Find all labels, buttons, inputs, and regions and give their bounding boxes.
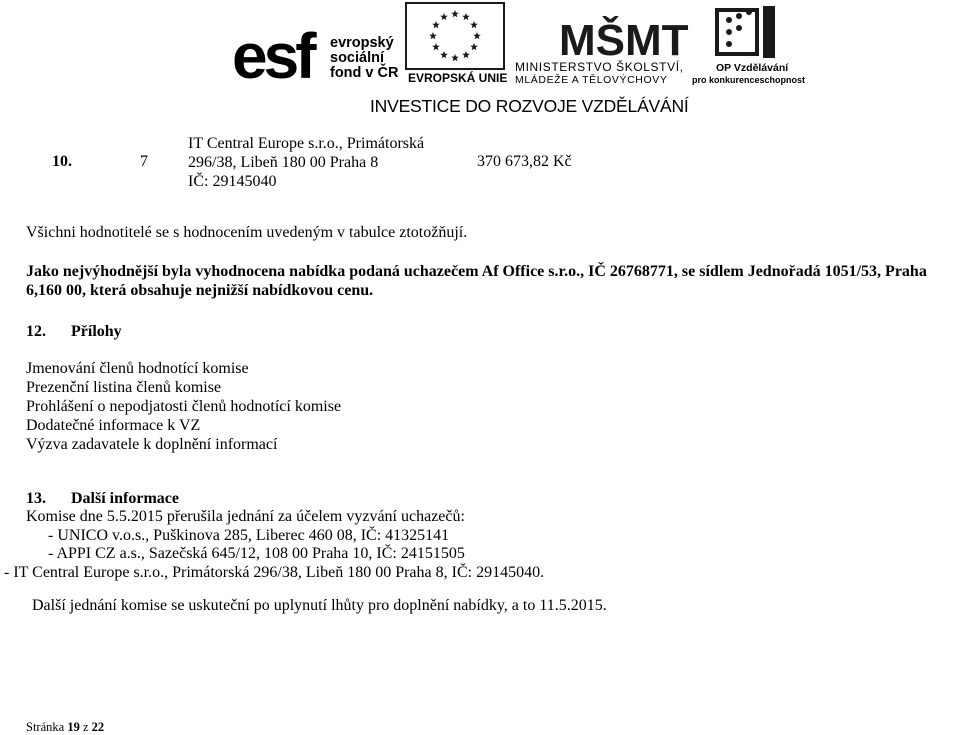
- op-line2: pro konkurenceschopnost: [692, 75, 806, 85]
- attachment-item: Prezenční listina členů komise: [26, 379, 222, 396]
- bidder-item: - UNICO v.o.s., Puškinova 285, Liberec 460 08, IČ: 41325141: [48, 527, 450, 544]
- bidder-item: - APPI CZ a.s., Sazečská 645/12, 108 00 Praha 10, IČ: 24151505: [48, 545, 465, 562]
- esf-line2: sociální: [330, 50, 384, 66]
- op-line1: OP Vzdělávání: [716, 62, 789, 74]
- msmt-mark-icon: [559, 3, 689, 65]
- investment-tagline: INVESTICE DO ROZVOJE VZDĚLÁVÁNÍ: [370, 96, 689, 116]
- esf-line1: evropský: [330, 35, 394, 51]
- msmt-line2: MLÁDEŽE A TĚLOVÝCHOVY: [515, 74, 668, 86]
- attachment-item: Dodatečné informace k VZ: [26, 417, 201, 434]
- msmt-logo: [513, 0, 688, 86]
- msmt-mark-text: MŠMT: [559, 16, 689, 65]
- esf-text: [330, 36, 398, 81]
- row-applicant: [188, 134, 424, 191]
- section13-title: Další informace: [71, 490, 179, 507]
- footer-current-page: 19: [67, 720, 80, 734]
- eu-label: EVROPSKÁ UNIE: [408, 71, 508, 85]
- footer-separator: z: [82, 720, 89, 734]
- applicant-line1: IT Central Europe s.r.o., Primátorská: [188, 135, 425, 152]
- footer-prefix: Stránka: [26, 720, 65, 734]
- row-price: 370 673,82 Kč: [477, 153, 572, 170]
- msmt-line1: MINISTERSTVO ŠKOLSTVÍ,: [515, 60, 684, 74]
- section13-number: 13.: [26, 490, 46, 507]
- next-meeting-text: Další jednání komise se uskuteční po uplynutí lhůty pro doplnění nabídky, a to 11.5.2015.: [32, 597, 607, 614]
- section12-title: Přílohy: [71, 323, 122, 340]
- winner-line2: 6,160 00, která obsahuje nejnižší nabídkovou cenu.: [26, 282, 374, 299]
- footer-total-pages: 22: [91, 720, 105, 734]
- op-logo: [690, 0, 805, 86]
- row-order: 7: [140, 153, 148, 170]
- interrupt-text: Komise dne 5.5.2015 přerušila jednání za účelem vyzvání uchazečů:: [26, 508, 465, 525]
- page-footer: [26, 720, 104, 735]
- agreement-text: Všichni hodnotitelé se s hodnocením uvedeným v tabulce ztotožňují.: [26, 224, 468, 241]
- esf-logo: [232, 4, 402, 92]
- winner-line1: Jako nejvýhodnější byla vyhodnocena nabídka podaná uchazečem Af Office s.r.o., IČ 26768771, se sídlem Jednořadá 1051/53, Praha: [26, 263, 927, 280]
- applicant-line2: 296/38, Libeň 180 00 Praha 8: [188, 154, 379, 171]
- row-number: 10.: [52, 153, 72, 170]
- eu-logo: [406, 3, 506, 85]
- evaluation-table-row: [0, 132, 960, 192]
- page-header: [0, 0, 960, 125]
- attachment-item: Výzva zadavatele k doplnění informací: [26, 436, 278, 453]
- section12-number: 12.: [26, 323, 46, 340]
- attachment-item: Jmenování členů hodnotící komise: [26, 360, 249, 377]
- bidder-item: - IT Central Europe s.r.o., Primátorská 296/38, Libeň 180 00 Praha 8, IČ: 29145040.: [4, 564, 545, 581]
- attachment-item: Prohlášení o nepodjatosti členů hodnotící komise: [26, 398, 342, 415]
- eu-flag-icon: [406, 3, 504, 69]
- esf-line3: fond v ČR: [330, 65, 399, 81]
- esf-mark: esf: [232, 20, 313, 92]
- applicant-line3: IČ: 29145040: [188, 173, 277, 190]
- op-mark-icon: [715, 4, 779, 60]
